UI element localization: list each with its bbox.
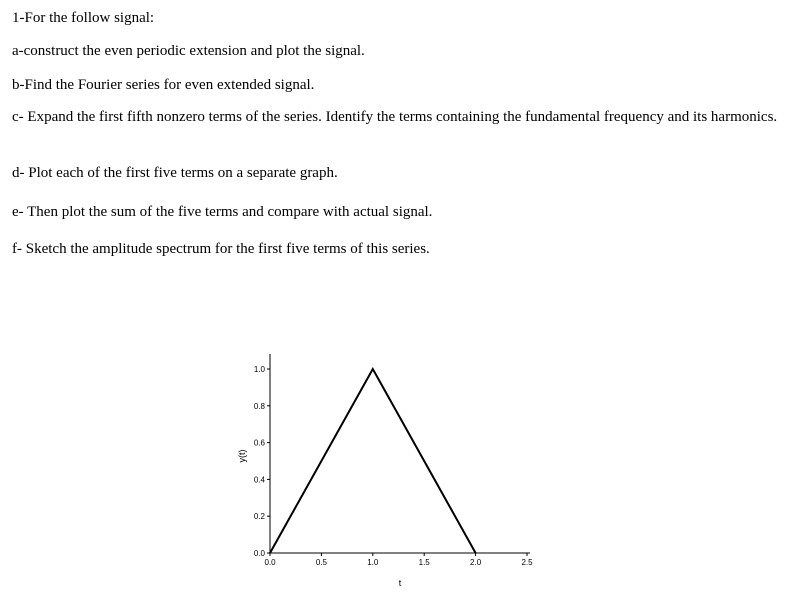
part-f: f- Sketch the amplitude spectrum for the first five terms of this series.	[12, 241, 430, 257]
part-a: a-construct the even periodic extension and plot the signal.	[12, 43, 365, 59]
y-tick-label: 1.0	[253, 365, 265, 374]
x-tick-label: 0.5	[315, 558, 327, 567]
y-tick-label: 0.8	[253, 401, 265, 411]
x-tick-label: 0.0	[264, 558, 276, 567]
series-line-yt	[270, 369, 476, 553]
part-d: d- Plot each of the first five terms on a separate graph.	[12, 165, 338, 181]
y-tick-label: 0.4	[253, 475, 265, 485]
y-axis-label: y(t)	[237, 449, 247, 463]
signal-chart	[220, 340, 550, 595]
y-tick-label: 0.0	[253, 549, 265, 558]
part-e: e- Then plot the sum of the five terms and compare with actual signal.	[12, 204, 433, 220]
x-tick-label: 2.5	[521, 558, 533, 567]
x-axis-label: t	[398, 578, 402, 588]
problem-title: 1-For the follow signal:	[12, 10, 155, 26]
y-axis	[254, 354, 270, 558]
x-tick-label: 1.0	[367, 558, 379, 567]
part-c: c- Expand the first fifth nonzero terms of the series. Identify the terms containing the fundamental frequency and its harmonics.	[12, 109, 778, 125]
series-layer	[270, 369, 476, 553]
x-axis	[264, 553, 533, 567]
x-tick-label: 1.5	[418, 558, 430, 567]
part-b: b-Find the Fourier series for even extended signal.	[12, 77, 315, 93]
y-tick-label: 0.6	[253, 438, 265, 448]
x-tick-label: 2.0	[470, 558, 482, 567]
y-tick-label: 0.2	[253, 512, 265, 522]
